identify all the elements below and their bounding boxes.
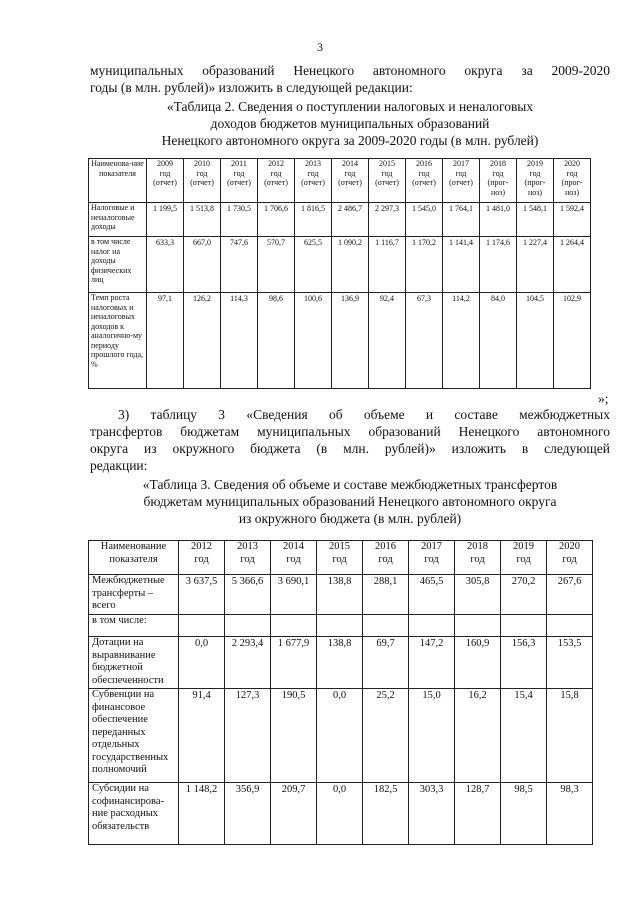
table3-title-line-3: из окружного бюджета (в млн. рублей) [238,511,462,526]
intro-line-1: муниципальных образований Ненецкого автономного округа за 2009-2020 [90,63,610,78]
table2-col-kind: (прог-ноз) [487,178,509,197]
table2-cell: 1 264,4 [554,237,591,293]
table2-col-unit: год [492,168,504,178]
table2-col-unit: год [566,168,578,178]
table2-col-year: 2012 [268,159,284,168]
table2-col-kind: (отчет) [190,178,214,187]
table2-cell: 67,3 [406,293,443,389]
table2-cell: 570,7 [258,237,295,293]
table3-cell: 16,2 [455,689,501,783]
table3-cell: 160,9 [455,637,501,689]
table-3 [88,540,593,845]
table3-cell [179,615,225,637]
table2-header-row [89,159,591,203]
table2-cell: 1 090,2 [332,237,369,293]
table2-col-unit: год [307,168,319,178]
table2-cell: 92,4 [369,293,406,389]
table2-title-line-1: «Таблица 2. Сведения о поступлении налоговых и неналоговых [166,99,534,114]
table3-row [89,615,593,637]
table3-cell [225,615,271,637]
table3-cell: 1 148,2 [179,783,225,845]
table3-col-year: 2017 [421,541,442,552]
table3-col-header [363,541,409,575]
table3-cell: 15,0 [409,689,455,783]
table2-col-header [406,159,443,203]
table3-col-unit: год [286,553,301,565]
table3-col-unit: год [470,553,485,565]
table3-cell [271,615,317,637]
table2-col-year: 2013 [305,159,321,168]
table2-row [89,293,591,389]
table3-col-header [547,541,593,575]
table3-col-year: 2016 [375,541,396,552]
table2-cell: 1 227,4 [517,237,554,293]
table2-col-kind: (прог-ноз) [524,178,546,197]
table2-col-unit: год [455,168,467,178]
table3-col-header [501,541,547,575]
table2-cell: 1 816,5 [295,203,332,237]
table2-col-kind: (прог-ноз) [561,178,583,197]
intro-line-2: годы (в млн. рублей)» изложить в следующей редакции: [90,80,413,95]
table2-cell: 136,9 [332,293,369,389]
table3-cell: 98,3 [547,783,593,845]
table3-cell: 270,2 [501,575,547,615]
table3-row-label: в том числе: [89,615,179,637]
table3-col-year: 2015 [329,541,350,552]
table3-col-header [271,541,317,575]
para3-line-4: редакции: [90,458,148,473]
table2-col-header [147,159,184,203]
table2-col-unit: год [233,168,245,178]
table3-col-year: 2019 [513,541,534,552]
para3-line-1: 3) таблицу 3 «Сведения об объеме и составе межбюджетных [118,407,610,422]
table2-cell: 102,9 [554,293,591,389]
table3-cell: 303,3 [409,783,455,845]
table3-cell [455,615,501,637]
table2-col-kind: (отчет) [375,178,399,187]
table2-col-unit: год [196,168,208,178]
table2-title-line-2: доходов бюджетов муниципальных образований [210,116,490,131]
table3-cell: 15,8 [547,689,593,783]
table2-col-unit: год [159,168,171,178]
table2-cell: 98,6 [258,293,295,389]
table2-cell: 2 297,3 [369,203,406,237]
table2-col-year: 2011 [231,159,247,168]
table2-col-year: 2014 [342,159,358,168]
table2-cell: 126,2 [184,293,221,389]
table3-col-header [225,541,271,575]
table2-cell: 114,2 [443,293,480,389]
table3-cell: 138,8 [317,575,363,615]
table2-cell: 2 486,7 [332,203,369,237]
para3-line-3: округа из окружного бюджета (в млн. рублей)» изложить в следующей [90,441,610,456]
table3-cell: 3 690,1 [271,575,317,615]
table3-cell: 356,9 [225,783,271,845]
table2-cell: 100,6 [295,293,332,389]
para3-line-2: трансфертов бюджетам муниципальных образований Ненецкого автономного [90,424,610,439]
page-number: 3 [317,40,323,54]
table2-cell: 1 548,1 [517,203,554,237]
table2-cell: 1 170,2 [406,237,443,293]
table3-cell [547,615,593,637]
table3-cell: 128,7 [455,783,501,845]
table3-col-unit: год [516,553,531,565]
table2-row-label: Налоговые и неналоговые доходы [89,203,147,237]
table2-col-kind: (отчет) [153,178,177,187]
table2-cell: 747,6 [221,237,258,293]
table2-title-line-3: Ненецкого автономного округа за 2009-2020 годы (в млн. рублей) [161,133,539,148]
table2-col-year: 2015 [379,159,395,168]
table3-header-row [89,541,593,575]
table2-cell: 1 513,8 [184,203,221,237]
table3-row-label: Субвенции на финансовое обеспечение переданных отдельных государственных полномочий [89,689,179,783]
table2-col-header [221,159,258,203]
table2-col-unit: год [344,168,356,178]
table3-cell: 0,0 [317,783,363,845]
table2-cell: 104,5 [517,293,554,389]
table2-col-kind: (отчет) [264,178,288,187]
table3-cell: 288,1 [363,575,409,615]
table3-cell: 182,5 [363,783,409,845]
table2-col-unit: год [270,168,282,178]
table3-cell: 267,6 [547,575,593,615]
table3-cell: 2 293,4 [225,637,271,689]
table3-cell: 15,4 [501,689,547,783]
table2-cell: 667,0 [184,237,221,293]
table2-col-header [184,159,221,203]
table2-cell: 633,3 [147,237,184,293]
table3-cell: 91,4 [179,689,225,783]
table3-row [89,575,593,615]
table2-cell: 1 592,4 [554,203,591,237]
table3-row-label: Дотации на выравнивание бюджетной обеспеченности [89,637,179,689]
table3-corner-header: Наименование показателя [89,541,179,575]
table3-col-header [179,541,225,575]
table3-cell [409,615,455,637]
table2-col-year: 2019 [527,159,543,168]
table3-col-year: 2014 [283,541,304,552]
table3-cell: 25,2 [363,689,409,783]
table3-cell [501,615,547,637]
table2-row [89,203,591,237]
table3-cell: 153,5 [547,637,593,689]
table3-cell: 190,5 [271,689,317,783]
table3-col-year: 2013 [237,541,258,552]
table3-col-header [455,541,501,575]
table3-cell [363,615,409,637]
table2-row-label: Темп роста налоговых и неналоговых доходов к аналогично-му периоду прошлого года, % [89,293,147,389]
table2-col-header [258,159,295,203]
table2-cell: 1 199,5 [147,203,184,237]
table2-cell: 1 174,6 [480,237,517,293]
table3-row [89,783,593,845]
table3-cell: 0,0 [317,689,363,783]
table2-col-kind: (отчет) [227,178,251,187]
table2-col-header [517,159,554,203]
table2-col-header [554,159,591,203]
table2-col-header [369,159,406,203]
table2-cell: 97,1 [147,293,184,389]
table2-col-header [332,159,369,203]
table2-col-header [295,159,332,203]
table3-cell: 127,3 [225,689,271,783]
table3-cell: 98,5 [501,783,547,845]
table3-cell: 147,2 [409,637,455,689]
table2-col-header [443,159,480,203]
table3-cell: 465,5 [409,575,455,615]
table2-cell: 1 545,0 [406,203,443,237]
table2-cell: 625,5 [295,237,332,293]
table2-col-header [480,159,517,203]
table2-col-unit: год [381,168,393,178]
table2-col-year: 2010 [194,159,210,168]
table2-cell: 84,0 [480,293,517,389]
table2-corner-header: Наименова-ние показателя [89,159,147,203]
table2-col-year: 2016 [416,159,432,168]
table3-col-unit: год [240,553,255,565]
table3-row-label: Межбюджетные трансферты – всего [89,575,179,615]
table3-col-year: 2020 [559,541,580,552]
table3-cell: 156,3 [501,637,547,689]
table2-cell: 1 141,4 [443,237,480,293]
table3-cell: 3 637,5 [179,575,225,615]
table3-cell: 69,7 [363,637,409,689]
table2-row [89,237,591,293]
table3-row [89,637,593,689]
table3-cell: 0,0 [179,637,225,689]
table3-col-unit: год [194,553,209,565]
table3-cell: 209,7 [271,783,317,845]
table3-col-header [317,541,363,575]
table3-cell: 138,8 [317,637,363,689]
table3-title-line-2: бюджетам муниципальных образований Ненецкого автономного округа [143,494,557,509]
table3-col-unit: год [424,553,439,565]
table2-row-label: в том числе налог на доходы физических лиц [89,237,147,293]
table2-col-kind: (отчет) [449,178,473,187]
table2-col-kind: (отчет) [301,178,325,187]
table2-col-unit: год [418,168,430,178]
table3-col-year: 2018 [467,541,488,552]
table3-row-label: Субсидии на софинансирова-ние расходных обязательств [89,783,179,845]
table3-row [89,689,593,783]
table3-cell: 305,8 [455,575,501,615]
table3-cell: 1 677,9 [271,637,317,689]
table3-cell: 5 366,6 [225,575,271,615]
table2-cell: 1 706,6 [258,203,295,237]
table2-col-kind: (отчет) [338,178,362,187]
table3-title-line-1: «Таблица 3. Сведения об объеме и составе межбюджетных трансфертов [142,477,558,492]
table3-col-unit: год [378,553,393,565]
table2-cell: 1 730,5 [221,203,258,237]
table2-col-year: 2017 [453,159,469,168]
table2-col-year: 2009 [157,159,173,168]
table3-col-unit: год [562,553,577,565]
table2-cell: 1 116,7 [369,237,406,293]
table3-col-year: 2012 [191,541,212,552]
table2-col-year: 2020 [564,159,580,168]
table2-cell: 114,3 [221,293,258,389]
table2-closing: »; [598,391,609,406]
table3-cell [317,615,363,637]
table-2 [88,158,591,389]
table3-col-unit: год [332,553,347,565]
table2-cell: 1 764,1 [443,203,480,237]
table2-col-unit: год [529,168,541,178]
table3-col-header [409,541,455,575]
table2-col-kind: (отчет) [412,178,436,187]
table2-col-year: 2018 [490,159,506,168]
table2-cell: 1 481,0 [480,203,517,237]
